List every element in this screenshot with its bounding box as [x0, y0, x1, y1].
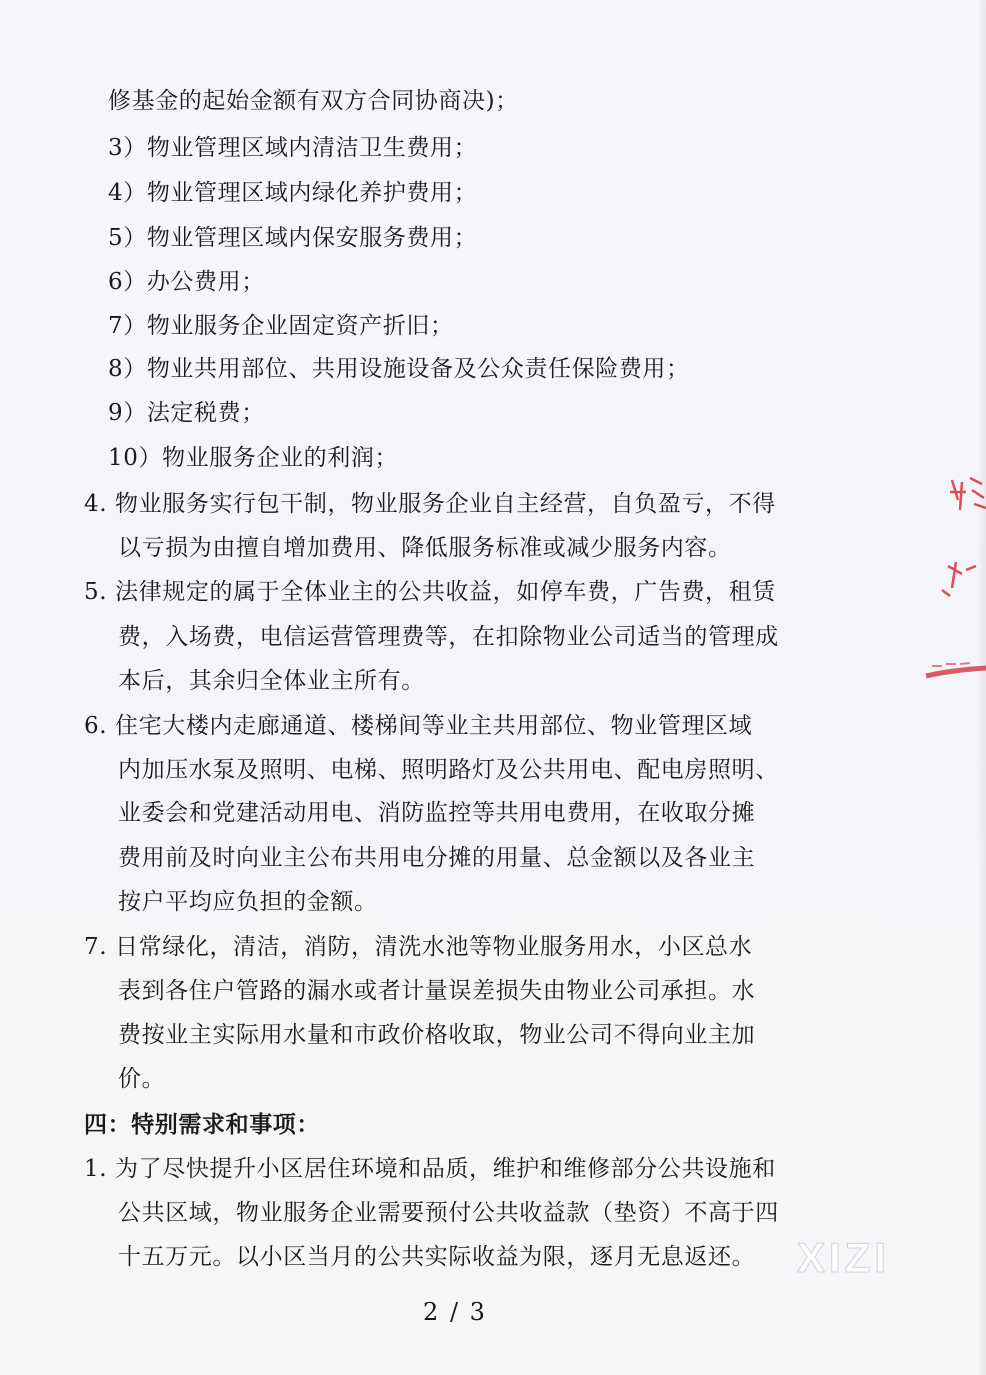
text-line: 4. 物业服务实行包干制，物业服务企业自主经营，自负盈亏，不得	[84, 491, 776, 517]
text-line: 1. 为了尽快提升小区居住环境和品质，维护和维修部分公共设施和	[84, 1156, 776, 1182]
text-line: 公共区域，物业服务企业需要预付公共收益款（垫资）不高于四	[118, 1200, 779, 1226]
seal-stamp-icon	[922, 470, 986, 690]
text-line: 费用前及时向业主公布共用电分摊的用量、总金额以及各业主	[118, 845, 756, 871]
text-line: 7）物业服务企业固定资产折旧；	[108, 313, 454, 339]
text-line: 费按业主实际用水量和市政价格收取，物业公司不得向业主加	[118, 1022, 756, 1048]
svg-text:XIZI: XIZI	[797, 1234, 891, 1280]
text-line: 十五万元。以小区当月的公共实际收益为限，逐月无息返还。	[118, 1244, 756, 1270]
text-line: 本后，其余归全体业主所有。	[118, 668, 425, 694]
text-line: 9）法定税费；	[108, 400, 265, 426]
text-line: 内加压水泵及照明、电梯、照明路灯及公共用电、配电房照明、	[118, 757, 779, 783]
text-line: 价。	[118, 1066, 166, 1092]
text-line: 5）物业管理区域内保安服务费用；	[108, 225, 478, 251]
watermark-logo-icon	[795, 1232, 920, 1280]
text-line: 业委会和党建活动用电、消防监控等共用电费用，在收取分摊	[118, 800, 756, 826]
text-line: 按户平均应负担的金额。	[118, 889, 378, 915]
text-line: 以亏损为由擅自增加费用、降低服务标准或减少服务内容。	[118, 535, 732, 561]
text-line: 费，入场费，电信运营管理费等，在扣除物业公司适当的管理成	[118, 624, 779, 650]
section-heading: 四：特别需求和事项：	[84, 1111, 320, 1138]
text-line: 5. 法律规定的属于全体业主的公共收益，如停车费，广告费，租赁	[84, 579, 776, 605]
text-line: 修基金的起始金额有双方合同协商决)；	[108, 88, 519, 114]
text-line: 7. 日常绿化，清洁，消防，清洗水池等物业服务用水，小区总水	[84, 934, 753, 960]
page-number: 2 / 3	[423, 1298, 487, 1326]
text-line: 6. 住宅大楼内走廊通道、楼梯间等业主共用部位、物业管理区域	[84, 713, 753, 739]
text-line: 10）物业服务企业的利润；	[108, 445, 399, 471]
text-line: 6）办公费用；	[108, 269, 265, 295]
text-line: 表到各住户管路的漏水或者计量误差损失由物业公司承担。水	[118, 978, 756, 1004]
page-edge-shadow	[978, 0, 986, 1375]
text-line: 4）物业管理区域内绿化养护费用；	[108, 180, 478, 206]
text-line: 3）物业管理区域内清洁卫生费用；	[108, 135, 478, 161]
text-line: 8）物业共用部位、共用设施设备及公众责任保险费用；	[108, 356, 690, 382]
